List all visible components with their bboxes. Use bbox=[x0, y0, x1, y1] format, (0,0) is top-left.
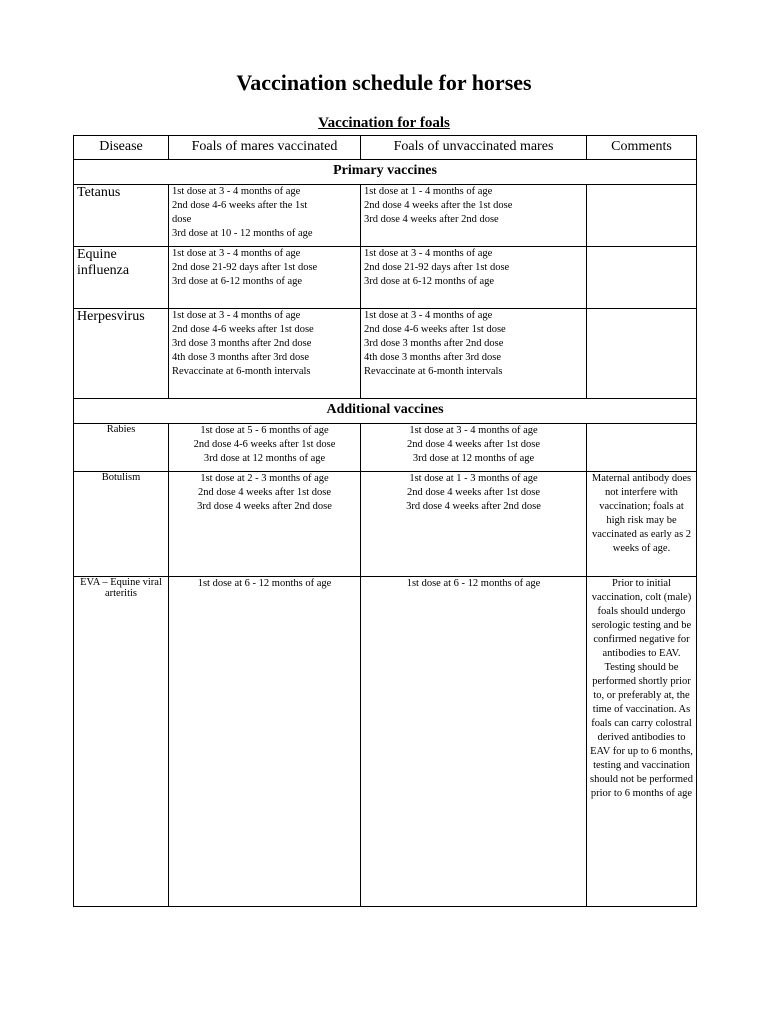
header-vaccinated: Foals of mares vaccinated bbox=[169, 136, 361, 160]
section-subtitle: Vaccination for foals bbox=[318, 115, 450, 131]
unvaccinated-schedule-cell: 1st dose at 1 - 4 months of age 2nd dose 4 weeks after the 1st dose 3rd dose 4 weeks after 2nd dose bbox=[361, 185, 587, 247]
header-comments: Comments bbox=[587, 136, 697, 160]
header-disease: Disease bbox=[74, 136, 169, 160]
comments-cell bbox=[587, 424, 697, 472]
vaccinated-schedule-cell: 1st dose at 2 - 3 months of age 2nd dose 4 weeks after 1st dose 3rd dose 4 weeks after 2nd dose bbox=[169, 472, 361, 577]
table-row bbox=[74, 472, 697, 577]
unvaccinated-schedule-cell: 1st dose at 6 - 12 months of age bbox=[361, 577, 587, 907]
unvaccinated-schedule-cell: 1st dose at 3 - 4 months of age 2nd dose 4-6 weeks after 1st dose 3rd dose 3 months after 2nd dose 4th dose 3 months after 3rd dose Revaccinate at 6-month intervals bbox=[361, 309, 587, 399]
section-row-additional bbox=[74, 399, 697, 424]
comments-cell bbox=[587, 247, 697, 309]
disease-cell: Tetanus bbox=[74, 185, 169, 247]
disease-cell: Botulism bbox=[74, 472, 169, 577]
vaccinated-schedule-cell: 1st dose at 6 - 12 months of age bbox=[169, 577, 361, 907]
unvaccinated-schedule-cell: 1st dose at 1 - 3 months of age 2nd dose 4 weeks after 1st dose 3rd dose 4 weeks after 2nd dose bbox=[361, 472, 587, 577]
vaccinated-schedule-cell: 1st dose at 3 - 4 months of age 2nd dose 21-92 days after 1st dose 3rd dose at 6-12 months of age bbox=[169, 247, 361, 309]
vaccinated-schedule-cell: 1st dose at 3 - 4 months of age 2nd dose 4-6 weeks after the 1st dose 3rd dose at 10 - 12 months of age bbox=[169, 185, 361, 247]
table-row bbox=[74, 185, 697, 247]
disease-cell: Herpesvirus bbox=[74, 309, 169, 399]
disease-cell: EVA – Equine viral arteritis bbox=[74, 577, 169, 907]
comments-cell: Maternal antibody does not interfere with vaccination; foals at high risk may be vaccinated as early as 2 weeks of age. bbox=[587, 472, 697, 577]
table-row bbox=[74, 247, 697, 309]
document-title: Vaccination schedule for horses bbox=[236, 70, 532, 95]
section-label-primary: Primary vaccines bbox=[74, 160, 697, 185]
unvaccinated-schedule-cell: 1st dose at 3 - 4 months of age 2nd dose 4 weeks after 1st dose 3rd dose at 12 months of age bbox=[361, 424, 587, 472]
section-row-primary bbox=[74, 160, 697, 185]
vaccinated-schedule-cell: 1st dose at 3 - 4 months of age 2nd dose 4-6 weeks after 1st dose 3rd dose 3 months after 2nd dose 4th dose 3 months after 3rd dose Revaccinate at 6-month intervals bbox=[169, 309, 361, 399]
disease-cell: Equine influenza bbox=[74, 247, 169, 309]
header-row bbox=[74, 136, 697, 160]
header-unvaccinated: Foals of unvaccinated mares bbox=[361, 136, 587, 160]
table-row bbox=[74, 309, 697, 399]
comments-cell: Prior to initial vaccination, colt (male) foals should undergo serologic testing and be confirmed negative for antibodies to EAV. Testing should be performed shortly prior to, or preferably at, the time of vaccination. As foals can carry colostral derived antibodies to EAV for up to 6 months, testing and vaccination should not be performed prior to 6 months of age bbox=[587, 577, 697, 907]
vaccination-table bbox=[73, 135, 697, 907]
comments-cell bbox=[587, 309, 697, 399]
comments-cell bbox=[587, 185, 697, 247]
vaccinated-schedule-cell: 1st dose at 5 - 6 months of age 2nd dose 4-6 weeks after 1st dose 3rd dose at 12 months of age bbox=[169, 424, 361, 472]
table-row bbox=[74, 577, 697, 907]
disease-cell: Rabies bbox=[74, 424, 169, 472]
table-row bbox=[74, 424, 697, 472]
section-label-additional: Additional vaccines bbox=[74, 399, 697, 424]
unvaccinated-schedule-cell: 1st dose at 3 - 4 months of age 2nd dose 21-92 days after 1st dose 3rd dose at 6-12 months of age bbox=[361, 247, 587, 309]
